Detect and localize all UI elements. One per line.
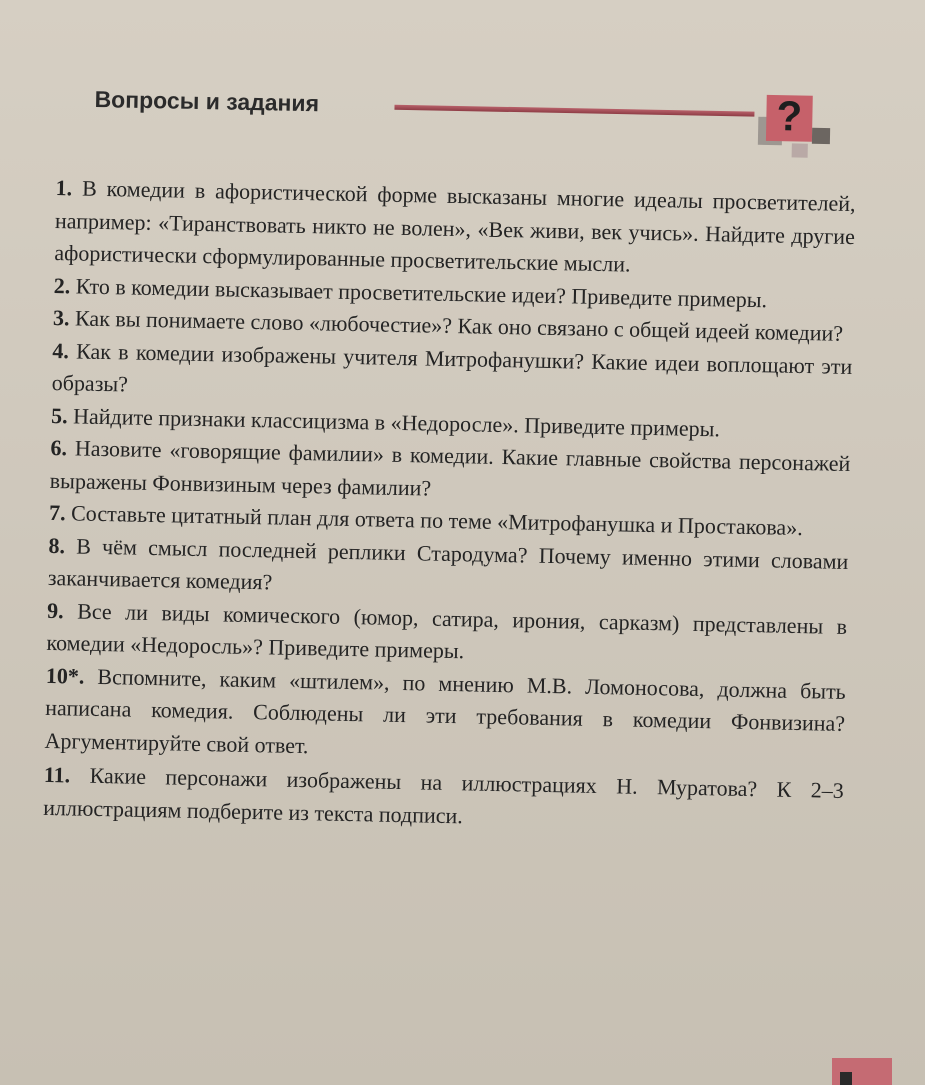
question-number: 9. <box>46 597 64 623</box>
question-mark-icon <box>758 91 839 163</box>
section-header <box>93 78 854 173</box>
question-number: 8. <box>48 532 66 558</box>
question-number: 1. <box>55 174 73 201</box>
question-text: Назовите «говорящие фамилии» в комедии. Какие главные свойства персонажей выражены Фонвизиным через фамилии? <box>49 435 851 501</box>
question-text: Все ли виды комического (юмор, сатира, ирония, сарказм) представлены в комедии «Недоросль»? Приведите примеры. <box>46 598 848 664</box>
section-title: Вопросы и задания <box>94 85 320 117</box>
question-text: Вспомните, каким «штилем», по мнению М.В. Ломоносова, должна быть написана комедия. Соблюдены ли эти требования в комедии Фонвизина? Аргументируйте свой ответ. <box>44 663 847 758</box>
question-number: 7. <box>48 499 66 526</box>
question-number: 5. <box>50 402 68 428</box>
question-text: Найдите признаки классицизма в «Недоросле». Приведите примеры. <box>72 402 721 441</box>
badge-square-dark <box>812 128 830 144</box>
header-rule <box>394 105 754 117</box>
question-text: Кто в комедии высказывает просветительские идеи? Приведите примеры. <box>75 272 768 312</box>
page-corner-mark <box>840 1072 852 1085</box>
question-text: Как в комедии изображены учителя Митрофанушки? Какие идеи воплощают эти образы? <box>51 337 853 397</box>
question-item <box>44 659 846 773</box>
question-number: 2. <box>53 272 71 298</box>
question-number: 3. <box>52 304 70 331</box>
questions-list <box>43 172 856 840</box>
question-mark-glyph: ? <box>776 92 803 140</box>
question-item <box>43 759 844 840</box>
question-text: Как вы понимаете слово «любочестие»? Как оно связано с общей идеей комедии? <box>74 305 844 346</box>
question-number: 11. <box>43 761 71 788</box>
question-text: Какие персонажи изображены на иллюстрациях Н. Муратова? К 2–3 иллюстрациям подберите из текста подписи. <box>43 762 845 828</box>
question-text: В комедии в афористической форме высказаны многие идеалы просветителей, например: «Тиранствовать никто не волен», «Век живи, век учись». Найдите другие афористически сформулированные просветительские мысли. <box>54 175 856 277</box>
question-number: 6. <box>50 434 68 461</box>
badge-square-small <box>792 143 808 157</box>
question-text: Составьте цитатный план для ответа по теме «Митрофанушка и Простакова». <box>70 500 803 541</box>
question-number: 10*. <box>45 662 85 689</box>
question-text: В чём смысл последней реплики Стародума? Почему именно этими словами заканчивается комедия? <box>47 532 849 595</box>
question-item <box>54 172 856 286</box>
question-number: 4. <box>52 337 70 363</box>
